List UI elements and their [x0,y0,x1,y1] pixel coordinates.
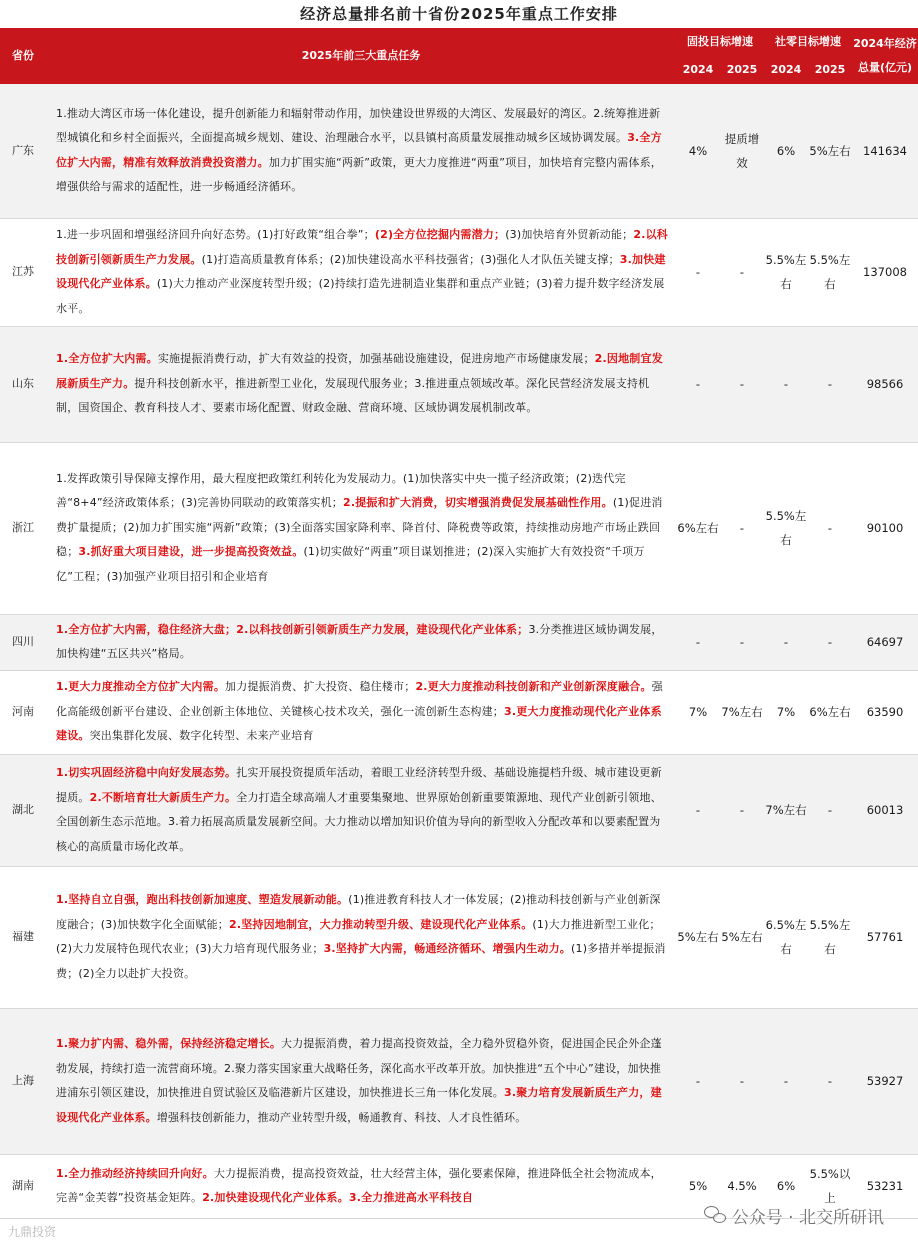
fi-2025-cell: 4.5% [720,1154,764,1218]
province-cell: 湖南 [0,1154,46,1218]
watermark-left: 九鼎投资 [8,1225,57,1239]
tasks-cell [46,1154,676,1218]
fi-2024-cell: 7% [676,670,720,754]
table-row [0,442,918,614]
table-row [0,614,918,670]
task-text: 提升科技创新水平，推进新型工业化，发展现代服务业；3.推进重点领域改革。深化民营经济发展支持机制，国资国企、教育科技人才、要素市场化配置、财政金融、营商环境、区域协调发展机制改革。 [56,376,650,415]
tasks-cell [46,218,676,326]
rs-2024-cell: - [764,326,808,442]
task-text: 3.分类推进区域协调发展，加快构建“五区共兴”格局。 [56,622,663,660]
task-text: 大力提振消费，提高投资效益，壮大经营主体，强化要素保障，推进降低全社会物流成本，完善“金芙蓉”投资基金矩阵。 [56,1166,662,1204]
fi-2024-cell: - [676,218,720,326]
rs-2024-cell: 6% [764,1154,808,1218]
fi-2025-cell: - [720,1008,764,1154]
fi-2025-cell: - [720,326,764,442]
task-highlight: 3.聚力培育发展新质生产力，建设现代化产业体系。 [56,1086,662,1124]
task-highlight: 3.坚持扩大内需，畅通经济循环、增强内生动力。 [323,942,571,955]
table-row [0,866,918,1008]
fi-2024-cell: 4% [676,84,720,218]
task-text: 全力打造全球高端人才重要集聚地、世界原始创新重要策源地、现代产业创新引领地、全国创新生态示范地。3.着力拓展高质量发展新空间。大力推动以增加知识价值为导向的新型收入分配改革和以要素配置为核心的高质量市场化改革。 [56,790,662,853]
gdp-cell: 64697 [852,614,918,670]
task-text: 1.发挥政策引导保障支撑作用，最大程度把政策红利转化为发展动力。(1)加快落实中央一揽子经济政策；(2)迭代完善“8+4”经济政策体系；(3)完善协同联动的政策落实机； [56,471,626,510]
gdp-cell: 141634 [852,84,918,218]
header-gdp: 2024年经济总量(亿元) [852,28,918,84]
task-text: 加力扩围实施“两新”政策，更大力度推进“两重”项目，加快培育完整内需体系，增强供给与需求的适配性，进一步畅通经济循环。 [56,155,663,194]
task-highlight: 3.抓好重大项目建设，进一步提高投资效益。 [78,545,304,559]
province-cell: 四川 [0,614,46,670]
rs-2024-cell: 7%左右 [764,754,808,866]
task-highlight: 2.更大力度推动科技创新和产业创新深度融合。 [415,680,652,694]
table-row [0,326,918,442]
fi-2025-cell: - [720,218,764,326]
rs-2025-cell: - [808,754,852,866]
rs-2025-cell: - [808,442,852,614]
tasks-cell [46,614,676,670]
rs-2024-cell: 5.5%左右 [764,442,808,614]
province-cell: 广东 [0,84,46,218]
task-highlight: 2.因地制宜发展新质生产力。 [56,352,663,390]
rs-2025-cell: 5%左右 [808,84,852,218]
task-highlight: 1.坚持自立自强，跑出科技创新加速度、塑造发展新动能。 [56,893,349,906]
header-tasks: 2025年前三大重点任务 [46,28,676,84]
task-text: (1)大力推动产业深度转型升级；(2)持续打造先进制造业集群和重点产业链；(3)着力提升数字经济发展水平。 [56,277,665,315]
task-highlight: 1.全方位扩大内需，稳住经济大盘；2.以科技创新引领新质生产力发展，建设现代化产业体系； [56,622,529,636]
task-text: (1)打造高质量教育体系；(2)加快建设高水平科技强省；(3)强化人才队伍关键支撑； [201,252,620,266]
task-text: (3)加快培育外贸新动能； [505,228,634,241]
gdp-cell: 90100 [852,442,918,614]
gdp-cell: 98566 [852,326,918,442]
province-cell: 河南 [0,670,46,754]
rs-2024-cell: 7% [764,670,808,754]
task-highlight: 2.加快建设现代化产业体系。3.全力推进高水平科技自 [202,1191,474,1204]
rs-2024-cell: - [764,614,808,670]
header-rs-2025: 2025 [808,56,852,84]
fi-2024-cell: - [676,326,720,442]
gdp-cell: 53231 [852,1154,918,1218]
fi-2025-cell: - [720,614,764,670]
table-row [0,754,918,866]
task-highlight: 3.全方位扩大内需，精准有效释放消费投资潜力。 [56,131,662,169]
task-text: (1)多措并举提振消费；(2)全力以赴扩大投资。 [56,942,666,980]
rs-2024-cell: 5.5%左右 [764,218,808,326]
header-rs-2024: 2024 [764,56,808,84]
gdp-cell: 137008 [852,218,918,326]
header-retail: 社零目标增速 [764,28,852,56]
task-highlight: 1.全方位扩大内需。 [56,352,158,366]
province-table [0,28,918,1219]
task-text: 突出集群化发展、数字化转型、未来产业培育 [89,729,314,743]
fi-2025-cell: 5%左右 [720,866,764,1008]
wechat-icon [704,1206,728,1226]
task-text: (1)大力推进新型工业化；(2)大力发展特色现代农业；(3)大力培育现代服务业； [56,917,661,955]
province-cell: 湖北 [0,754,46,866]
rs-2024-cell: 6.5%左右 [764,866,808,1008]
task-text: (1)促进消费扩量提质；(2)加力扩围实施“两新”政策；(3)全面落实国家降利率、降首付、降税费等政策，持续推动房地产市场止跌回稳； [56,496,663,559]
fi-2025-cell: 提质增效 [720,84,764,218]
fi-2024-cell: 6%左右 [676,442,720,614]
task-highlight: 1.聚力扩内需、稳外需，保持经济稳定增长。 [56,1037,282,1050]
table-row [0,670,918,754]
tasks-cell [46,670,676,754]
task-text: 大力提振消费，着力提高投资效益，全力稳外贸稳外资，促进国企民企外企蓬勃发展，持续打造一流营商环境。2.聚力落实国家重大战略任务，深化高水平改革开放。加快推进“五个中心”建设，加快推进浦东引领区建设，加快推进自贸试验区及临港新片区建设，加快推进长三角一体化发展。 [56,1037,662,1099]
tasks-cell [46,84,676,218]
task-highlight: 2.坚持因地制宜，大力推动转型升级、建设现代化产业体系。 [228,917,533,931]
fi-2025-cell: 7%左右 [720,670,764,754]
table-row [0,1008,918,1154]
task-text: 1.推动大湾区市场一体化建设，提升创新能力和辐射带动作用，加快建设世界级的大湾区、发展最好的湾区。2.统筹推进新型城镇化和乡村全面振兴，全面提高城乡规划、建设、治理融合水平，以县镇村高质量发展推动城乡区域协调发展。 [56,106,661,145]
province-cell: 浙江 [0,442,46,614]
province-cell: 江苏 [0,218,46,326]
fi-2024-cell: - [676,1008,720,1154]
task-text: (1)推进教育科技人才一体发展；(2)推动科技创新与产业创新深度融合；(3)加快数字化全面赋能； [56,893,661,931]
fi-2024-cell: 5%左右 [676,866,720,1008]
task-highlight: 3.更大力度推动现代化产业体系建设。 [56,704,662,743]
rs-2024-cell: - [764,1008,808,1154]
rs-2025-cell: - [808,326,852,442]
rs-2025-cell: - [808,1008,852,1154]
rs-2025-cell: - [808,614,852,670]
header-province: 省份 [0,28,46,84]
task-text: 1.进一步巩固和增强经济回升向好态势。(1)打好政策“组合拳”； [56,228,375,241]
task-highlight: 2.提振和扩大消费，切实增强消费促发展基础性作用。 [343,496,613,510]
fi-2024-cell: - [676,754,720,866]
tasks-cell [46,1008,676,1154]
header-fixed-investment: 固投目标增速 [676,28,764,56]
rs-2025-cell: 5.5%左右 [808,218,852,326]
rs-2025-cell: 5.5%左右 [808,866,852,1008]
fi-2025-cell: - [720,754,764,866]
fi-2024-cell: - [676,614,720,670]
gdp-cell: 57761 [852,866,918,1008]
rs-2025-cell: 5.5%以上 [808,1154,852,1218]
gdp-cell: 63590 [852,670,918,754]
province-cell: 山东 [0,326,46,442]
tasks-cell [46,326,676,442]
province-cell: 上海 [0,1008,46,1154]
table-body [0,84,918,1218]
task-highlight: 3.加快建设现代化产业体系。 [56,252,666,290]
rs-2025-cell: 6%左右 [808,670,852,754]
task-text: (1)切实做好“两重”项目谋划推进；(2)深入实施扩大有效投资“千项万亿”工程；(3)加强产业项目招引和企业培育 [56,545,645,583]
header-fi-2025: 2025 [720,56,764,84]
table-row [0,218,918,326]
page-title: 经济总量排名前十省份2025年重点工作安排 [300,5,618,23]
gdp-cell: 53927 [852,1008,918,1154]
task-text: 实施提振消费行动，扩大有效益的投资，加强基础设施建设，促进房地产市场健康发展； [157,352,595,366]
tasks-cell [46,866,676,1008]
task-text: 强化高能级创新平台建设、企业创新主体地位、关键核心技术攻关，强化一流创新生态构建； [56,680,663,718]
task-highlight: 1.切实巩固经济稳中向好发展态势。 [56,766,237,779]
fi-2024-cell: 5% [676,1154,720,1218]
fi-2025-cell: - [720,442,764,614]
rs-2024-cell: 6% [764,84,808,218]
header-fi-2024: 2024 [676,56,720,84]
task-text: 加力提振消费、扩大投资、稳住楼市； [225,680,416,694]
task-highlight: 1.更大力度推动全方位扩大内需。 [56,680,226,694]
tasks-cell [46,442,676,614]
gdp-cell: 60013 [852,754,918,866]
province-cell: 福建 [0,866,46,1008]
watermark-right [704,1203,884,1228]
watermark-right-text: 公众号 · 北交所研讯 [731,1208,884,1228]
tasks-cell [46,754,676,866]
task-text: 增强科技创新能力，推动产业转型升级，畅通教育、科技、人才良性循环。 [156,1110,527,1124]
task-highlight: 1.全力推动经济持续回升向好。 [56,1166,214,1180]
task-highlight: 2.以科技创新引领新质生产力发展。 [56,228,669,266]
table-row [0,84,918,218]
task-text: 扎实开展投资提质年活动，着眼工业经济转型升级、基础设施提档升级、城市建设更新提质。 [56,766,662,804]
task-highlight: 2.不断培育壮大新质生产力。 [89,790,237,804]
task-highlight: (2)全方位挖掘内需潜力； [374,228,506,241]
